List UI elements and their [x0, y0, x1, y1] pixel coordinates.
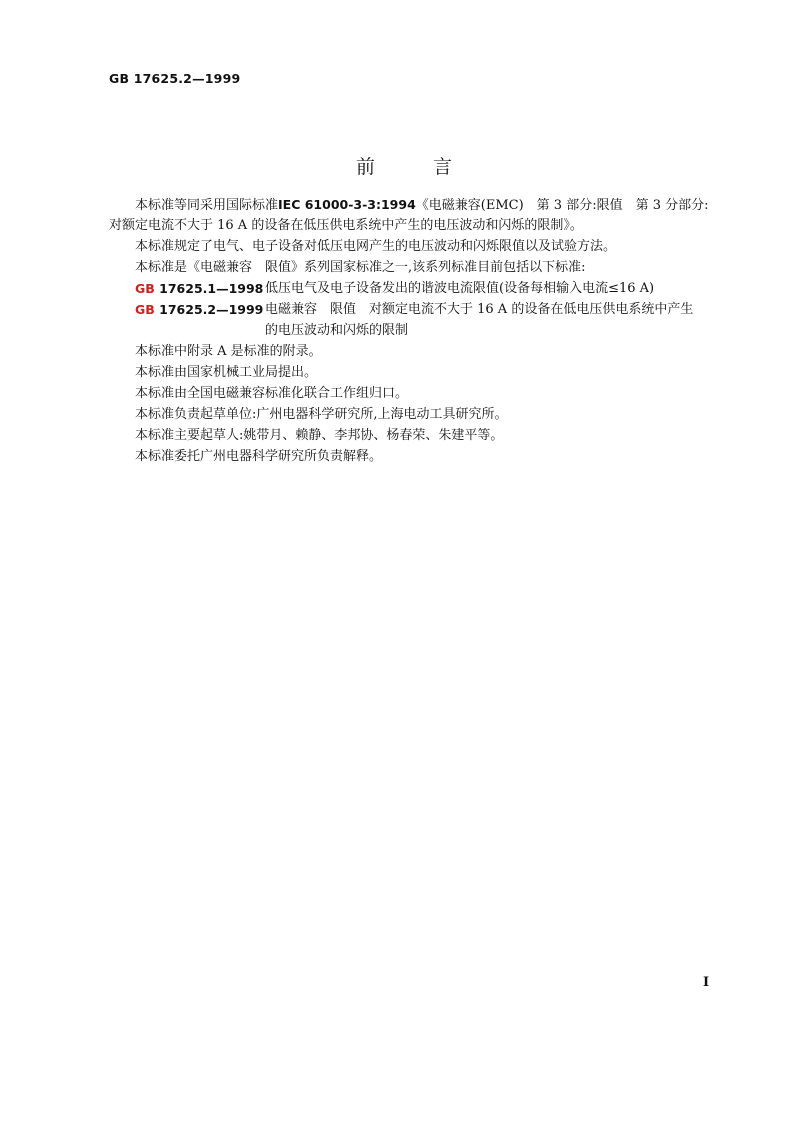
paragraph-1-line-2: 对额定电流不大于 16 A 的设备在低压供电系统中产生的电压波动和闪烁的限制》。 — [109, 218, 583, 233]
title-char-2: 言 — [433, 156, 453, 178]
paragraph-2: 本标准规定了电气、电子设备对低压电网产生的电压波动和闪烁限值以及试验方法。 — [135, 239, 617, 254]
title-char-1: 前 — [356, 156, 376, 178]
note-appendix: 本标准中附录 A 是标准的附录。 — [135, 344, 322, 359]
note-drafters: 本标准主要起草人:姚带月、赖静、李邦协、杨春荣、朱建平等。 — [135, 428, 504, 443]
note-interpretation: 本标准委托广州电器科学研究所负责解释。 — [135, 449, 383, 464]
p1-prefix: 本标准等同采用国际标准 — [135, 198, 279, 213]
reference-description: 电磁兼容 限值 对额定电流不大于 16 A 的设备在低电压供电系统中产生 — [265, 302, 694, 317]
reference-description: 低压电气及电子设备发出的谐波电流限值(设备每相输入电流≤16 A) — [265, 281, 655, 296]
page-number: I — [703, 975, 710, 990]
paragraph-3: 本标准是《电磁兼容 限值》系列国家标准之一,该系列标准目前包括以下标准: — [135, 260, 586, 275]
reference-gb-prefix[interactable]: GB — [135, 281, 155, 296]
reference-description-continued: 的电压波动和闪烁的限制 — [265, 323, 409, 338]
p1-title: 《电磁兼容(EMC) 第 3 部分:限值 第 3 分部分: — [415, 198, 709, 213]
reference-gb-prefix[interactable]: GB — [135, 302, 155, 317]
document-code-header: GB 17625.2—1999 — [109, 71, 241, 86]
reference-item-1[interactable] — [135, 279, 655, 300]
reference-code[interactable]: 17625.1—1998 — [154, 281, 264, 296]
iec-standard-code: IEC 61000-3-3:1994 — [278, 197, 416, 212]
note-proposer: 本标准由国家机械工业局提出。 — [135, 365, 318, 380]
reference-code[interactable]: 17625.2—1999 — [154, 302, 264, 317]
note-drafting-units: 本标准负责起草单位:广州电器科学研究所,上海电动工具研究所。 — [135, 407, 508, 422]
reference-item-2[interactable] — [135, 300, 694, 321]
page-title — [356, 152, 452, 179]
paragraph-1-line-1 — [135, 195, 709, 216]
note-centralized-by: 本标准由全国电磁兼容标准化联合工作组归口。 — [135, 386, 409, 401]
